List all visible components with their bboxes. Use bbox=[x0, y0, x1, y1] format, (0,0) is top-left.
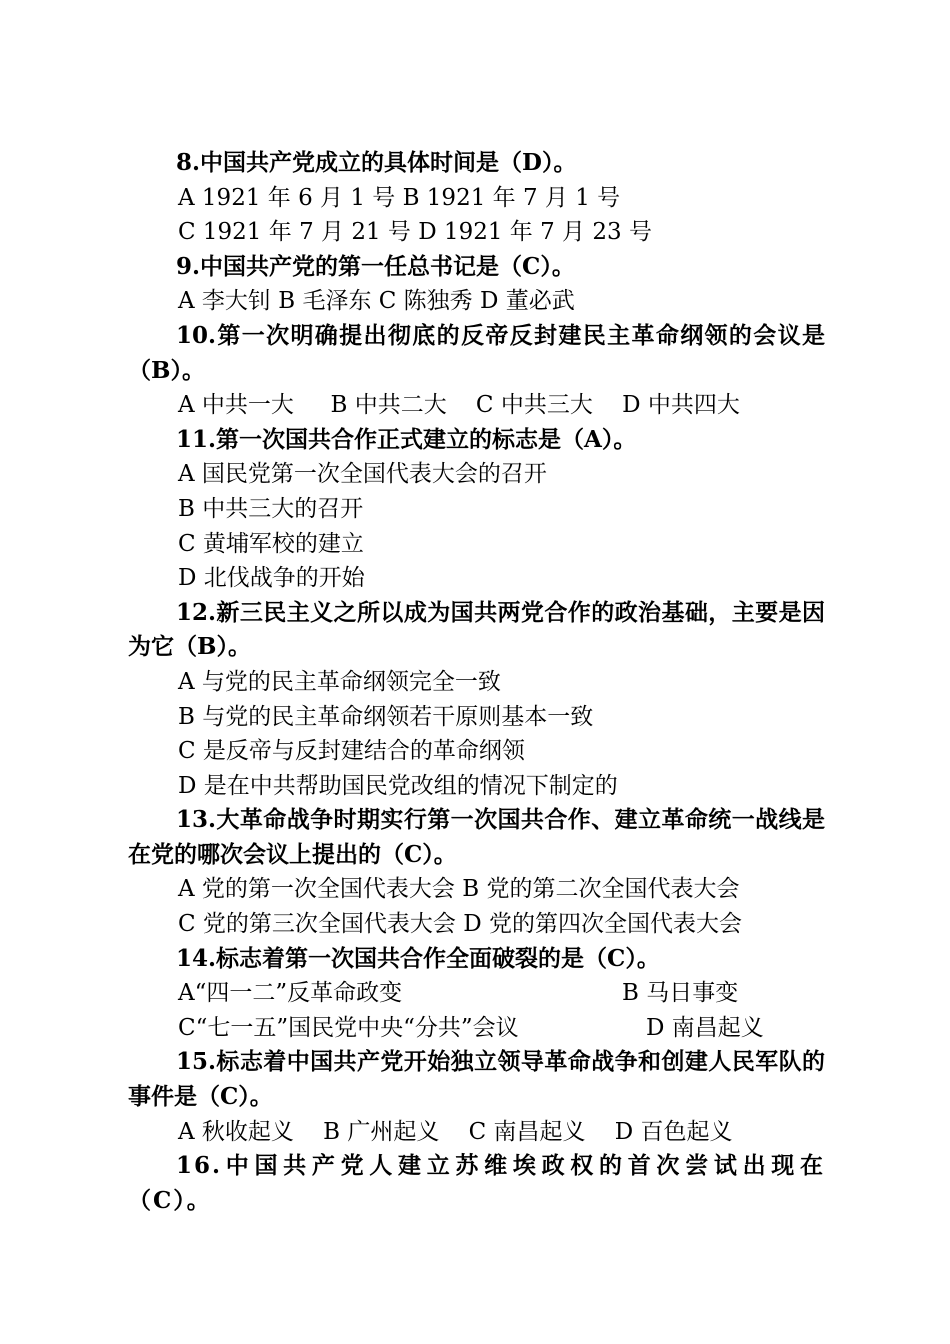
question-12: 12.新三民主义之所以成为国共两党合作的政治基础，主要是因为它（B）。 bbox=[128, 598, 825, 661]
question-15: 15.标志着中国共产党开始独立领导革命战争和创建人民军队的事件是（C）。 bbox=[128, 1048, 825, 1111]
option-line: D 是在中共帮助国民党改组的情况下制定的 bbox=[178, 772, 618, 799]
option-d: D 南昌起义 bbox=[646, 1014, 764, 1041]
document-page bbox=[128, 146, 825, 1218]
option-line: D 北伐战争的开始 bbox=[178, 565, 365, 592]
option-line: B 与党的民主革命纲领若干原则基本一致 bbox=[178, 703, 594, 730]
option-line: C 黄埔军校的建立 bbox=[178, 530, 364, 557]
option-line: A 与党的民主革命纲领完全一致 bbox=[178, 668, 501, 695]
option-line: A 李大钊 B 毛泽东 C 陈独秀 D 董必武 bbox=[178, 288, 575, 315]
option-line: A 中共一大 B 中共二大 C 中共三大 D 中共四大 bbox=[178, 392, 740, 419]
option-line bbox=[128, 976, 825, 1011]
question-14: 14.标志着第一次国共合作全面破裂的是（C）。 bbox=[176, 944, 660, 972]
question-13: 13.大革命战争时期实行第一次国共合作、建立革命统一战线是在党的哪次会议上提出的（C）。 bbox=[128, 806, 825, 868]
option-line: C 党的第三次全国代表大会 D 党的第四次全国代表大会 bbox=[178, 911, 742, 938]
question-16: 16.中国共产党人建立苏维埃政权的首次尝试出现在（C）。 bbox=[128, 1152, 825, 1214]
question-11: 11.第一次国共合作正式建立的标志是（A）。 bbox=[176, 425, 637, 453]
option-line: A 国民党第一次全国代表大会的召开 bbox=[178, 461, 547, 488]
option-line bbox=[128, 1011, 825, 1046]
option-line: A 1921 年 6 月 1 号 B 1921 年 7 月 1 号 bbox=[178, 184, 621, 211]
option-line: C 1921 年 7 月 21 号 D 1921 年 7 月 23 号 bbox=[178, 219, 652, 246]
option-line: A 秋收起义 B 广州起义 C 南昌起义 D 百色起义 bbox=[178, 1118, 733, 1145]
option-line: B 中共三大的召开 bbox=[178, 495, 364, 522]
question-8: 8.中国共产党成立的具体时间是（D）。 bbox=[176, 149, 577, 176]
option-b: B 马日事变 bbox=[622, 980, 739, 1007]
question-10: 10.第一次明确提出彻底的反帝反封建民主革命纲领的会议是（B）。 bbox=[128, 321, 825, 384]
question-9: 9.中国共产党的第一任总书记是（C）。 bbox=[176, 252, 575, 280]
option-a: A“四一二”反革命政变 bbox=[178, 980, 403, 1007]
option-line: A 党的第一次全国代表大会 B 党的第二次全国代表大会 bbox=[178, 876, 740, 903]
option-c: C“七一五”国民党中央“分共”会议 bbox=[178, 1014, 519, 1041]
option-line: C 是反帝与反封建结合的革命纲领 bbox=[178, 738, 525, 765]
